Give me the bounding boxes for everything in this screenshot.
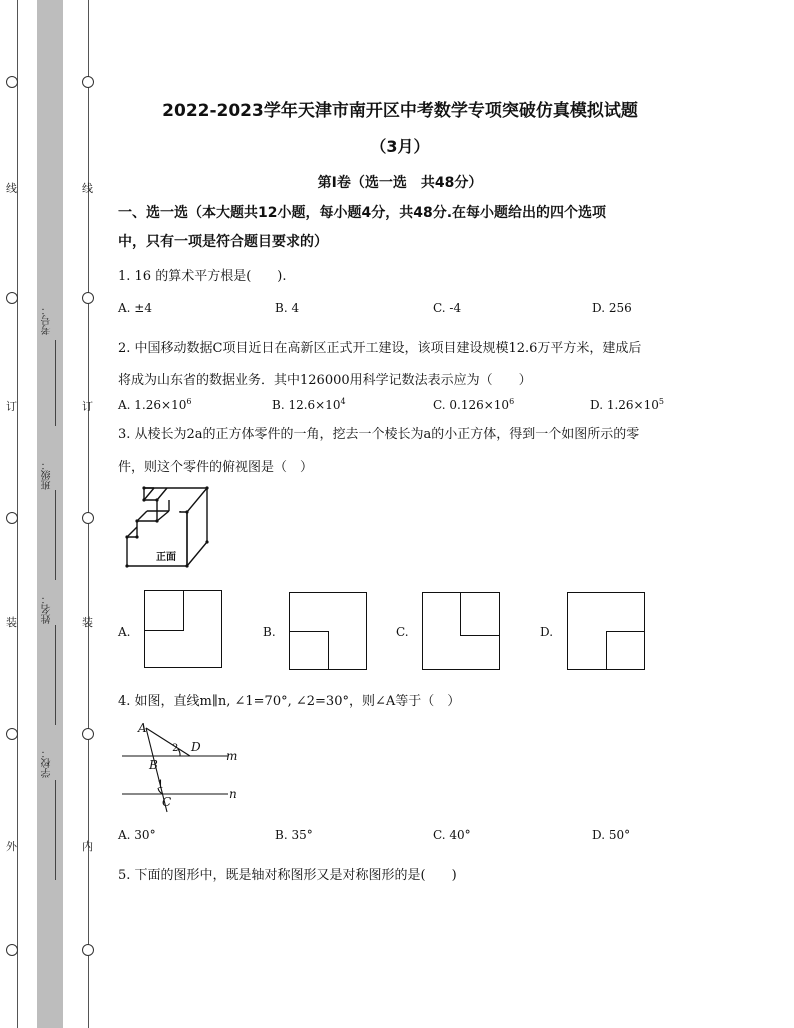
q4-label-m: m: [226, 749, 238, 763]
inner-char-inside: 内: [82, 840, 93, 853]
q2-option-a: A. $1.26\times 10^6$: [118, 397, 192, 412]
q1-option-b: B. 4: [275, 301, 300, 315]
q4-label-b: B: [149, 758, 158, 772]
page-title: 2022-2023学年天津市南开区中考数学专项突破仿真模拟试题: [162, 101, 638, 121]
binding-hole: [6, 728, 18, 740]
q3-option-b: B.: [263, 625, 276, 639]
binding-band: [37, 0, 63, 1028]
q4-label-c: C: [162, 795, 172, 809]
field-exam-number: 考号：: [42, 305, 53, 335]
section-title: 第Ⅰ卷（选一选 共48分）: [317, 175, 483, 191]
q2-option-b: B. $12.6\times 10^4$: [272, 397, 346, 412]
field-underline: [55, 490, 56, 580]
binding-hole: [6, 944, 18, 956]
field-underline: [55, 340, 56, 426]
binding-hole: [82, 512, 94, 524]
q3-option-a-figure: [144, 590, 222, 668]
question-2-stem-cont: 将成为山东省的数据业务．其中126000用科学记数法表示应为（ ）: [118, 373, 532, 388]
question-4-stem: 4. 如图，直线m∥n, ∠1=70°, ∠2=30°，则∠A等于（ ）: [118, 694, 461, 709]
q4-label-a: A: [138, 721, 147, 735]
field-underline: [55, 780, 56, 880]
question-2-stem: 2. 中国移动数据C项目近日在高新区正式开工建设，该项目建设规模12.6万平方米，建成后: [118, 341, 642, 356]
outer-char-bind: 装: [6, 616, 17, 629]
field-class: 班级：: [42, 460, 53, 490]
question-5-stem: 5. 下面的图形中，既是轴对称图形又是对称图形的是( ): [118, 868, 457, 883]
q1-option-a: A. ±4: [118, 301, 152, 315]
q1-option-d: D. 256: [592, 301, 632, 315]
binding-hole: [82, 292, 94, 304]
binding-hole: [82, 728, 94, 740]
question-1-stem: 1. 16 的算术平方根是( ).: [118, 269, 287, 284]
q4-label-n: n: [229, 787, 237, 801]
binding-hole: [82, 76, 94, 88]
q4-label-d: D: [191, 740, 201, 754]
question-3-stem: 3. 从棱长为2a的正方体零件的一角，挖去一个棱长为a的小正方体，得到一个如图所示的零: [118, 427, 640, 442]
q1-option-c: C. -4: [433, 301, 462, 315]
q2-option-c: C. $0.126\times 10^6$: [433, 397, 515, 412]
q3-option-d: D.: [540, 625, 554, 639]
field-school: 学校：: [42, 748, 53, 778]
field-underline: [55, 625, 56, 725]
field-name: 姓名：: [42, 594, 53, 624]
q4-label-1: 1: [157, 778, 164, 791]
binding-hole: [6, 76, 18, 88]
outer-char-outside: 外: [6, 840, 17, 853]
q4-option-b: B. 35°: [275, 828, 313, 842]
page-title-date: （3月）: [370, 137, 430, 156]
q3-option-a: A.: [118, 625, 131, 639]
q3-front-label: 正面: [156, 552, 176, 563]
q3-option-c-figure: [422, 592, 500, 670]
q4-option-c: C. 40°: [433, 828, 471, 842]
binding-hole: [82, 944, 94, 956]
q4-label-2: 2: [172, 743, 179, 754]
q4-option-d: D. 50°: [592, 828, 631, 842]
q3-option-c: C.: [396, 625, 409, 639]
binding-hole: [6, 292, 18, 304]
q4-option-a: A. 30°: [118, 828, 156, 842]
q3-option-d-figure: [567, 592, 645, 670]
inner-char-bind: 装: [82, 616, 93, 629]
binding-margin: [0, 0, 100, 1028]
part-heading: 一、选一选（本大题共12小题，每小题4分，共48分.在每小题给出的四个选项: [118, 205, 607, 221]
q2-option-d: D. $1.26\times 10^5$: [590, 397, 664, 412]
q3-option-b-figure: [289, 592, 367, 670]
outer-char-line: 线: [6, 182, 17, 195]
part-heading-cont: 中，只有一项是符合题目要求的）: [118, 234, 328, 250]
binding-hole: [6, 512, 18, 524]
question-3-stem-cont: 件，则这个零件的俯视图是（ ）: [118, 460, 314, 475]
inner-char-order: 订: [82, 400, 93, 413]
inner-char-line: 线: [82, 182, 93, 195]
outer-char-order: 订: [6, 400, 17, 413]
